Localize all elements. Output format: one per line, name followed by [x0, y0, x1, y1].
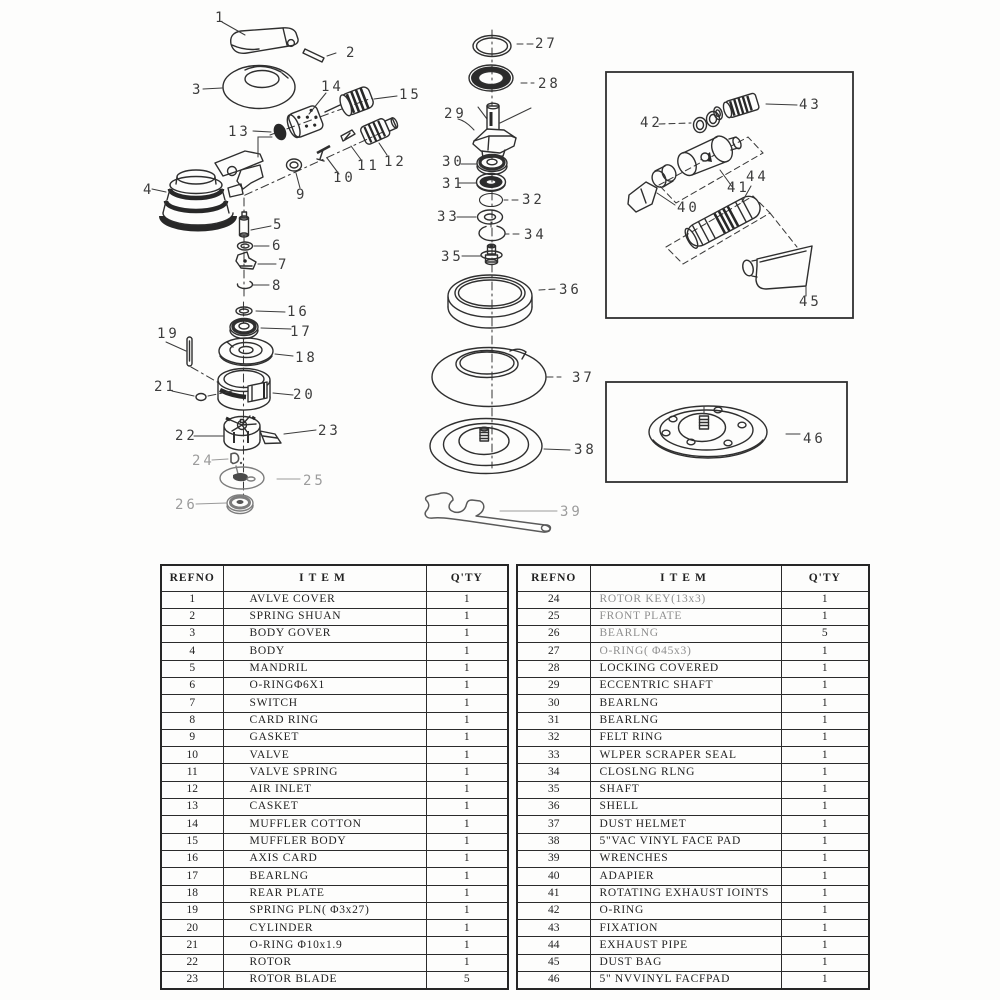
item-cell: CYLINDER	[223, 920, 426, 937]
callout-2: 2	[346, 45, 358, 61]
part-air-inlet	[359, 113, 400, 145]
qty-cell: 1	[781, 902, 869, 919]
table-row	[517, 677, 869, 694]
item-cell: MUFFLER COTTON	[223, 816, 426, 833]
part-shaft	[462, 244, 502, 264]
refno-cell: 28	[517, 660, 590, 677]
part-spring-pin-19	[166, 337, 219, 383]
item-cell: 5" NVVINYL FACFPAD	[590, 972, 781, 989]
item-cell: MANDRIL	[223, 660, 426, 677]
item-cell: CASKET	[223, 799, 426, 816]
callout-12: 12	[384, 154, 407, 170]
callout-7: 7	[278, 257, 290, 273]
item-cell: AIR INLET	[223, 781, 426, 798]
callout-15: 15	[399, 87, 422, 103]
table-row	[517, 729, 869, 746]
part-rotor	[194, 416, 260, 450]
callout-25: 25	[303, 473, 326, 489]
callout-44: 44	[746, 169, 769, 185]
qty-cell: 1	[781, 850, 869, 867]
callout-14: 14	[321, 79, 344, 95]
refno-cell: 6	[161, 677, 223, 694]
item-cell: O-RING	[590, 902, 781, 919]
qty-cell: 1	[781, 799, 869, 816]
qty-cell: 1	[781, 833, 869, 850]
table-row	[517, 764, 869, 781]
item-cell: ROTOR BLADE	[223, 972, 426, 989]
item-cell: WLPER SCRAPER SEAL	[590, 747, 781, 764]
col-header-refno: REFNO	[161, 565, 223, 591]
qty-cell: 1	[426, 643, 508, 660]
table-row	[161, 937, 508, 954]
table-row	[517, 937, 869, 954]
part-spring-pin-2	[303, 49, 336, 62]
item-cell: DUST BAG	[590, 954, 781, 971]
item-cell: GASKET	[223, 729, 426, 746]
qty-cell: 1	[781, 660, 869, 677]
qty-cell: 1	[426, 920, 508, 937]
part-body-cover	[203, 66, 295, 109]
item-cell: BEARLNG	[590, 626, 781, 643]
item-cell: ECCENTRIC SHAFT	[590, 677, 781, 694]
item-cell: WRENCHES	[590, 850, 781, 867]
qty-cell: 1	[426, 660, 508, 677]
callout-17: 17	[290, 324, 313, 340]
qty-cell: 1	[426, 833, 508, 850]
item-cell: SPRING SHUAN	[223, 608, 426, 625]
item-cell: EXHAUST PIPE	[590, 937, 781, 954]
table-row	[161, 868, 508, 885]
qty-cell: 1	[426, 747, 508, 764]
qty-cell: 1	[426, 712, 508, 729]
part-bearing-30	[461, 155, 507, 175]
table-header-row	[161, 565, 508, 591]
item-cell: ROTOR	[223, 954, 426, 971]
part-o-ring-42	[659, 112, 720, 133]
table-row	[517, 712, 869, 729]
refno-cell: 8	[161, 712, 223, 729]
refno-cell: 29	[517, 677, 590, 694]
refno-cell: 45	[517, 954, 590, 971]
part-adapter	[628, 163, 678, 212]
table-row	[161, 799, 508, 816]
table-row	[517, 954, 869, 971]
part-rear-plate	[219, 338, 293, 365]
qty-cell: 1	[781, 868, 869, 885]
item-cell: O-RING( Φ45x3)	[590, 643, 781, 660]
table-row	[161, 695, 508, 712]
qty-cell: 1	[781, 954, 869, 971]
part-switch	[236, 252, 276, 269]
table-row	[517, 747, 869, 764]
qty-cell: 1	[781, 608, 869, 625]
refno-cell: 36	[517, 799, 590, 816]
refno-cell: 46	[517, 972, 590, 989]
callout-38: 38	[574, 442, 597, 458]
item-cell: VALVE	[223, 747, 426, 764]
item-cell: O-RINGΦ6X1	[223, 677, 426, 694]
table-row	[161, 920, 508, 937]
table-row	[517, 608, 869, 625]
callout-9: 9	[296, 187, 308, 203]
refno-cell: 17	[161, 868, 223, 885]
col-header-qty: Q'TY	[426, 565, 508, 591]
callout-10: 10	[333, 170, 356, 186]
qty-cell: 1	[426, 850, 508, 867]
part-body	[152, 137, 272, 228]
refno-cell: 33	[517, 747, 590, 764]
table-row	[161, 729, 508, 746]
item-cell: BODY	[223, 643, 426, 660]
col-header-item: ITEM	[590, 565, 781, 591]
part-bearing-17	[230, 319, 291, 339]
qty-cell: 1	[426, 799, 508, 816]
refno-cell: 19	[161, 902, 223, 919]
part-gasket	[287, 159, 302, 188]
part-wrench	[425, 493, 557, 532]
part-cylinder	[218, 369, 293, 411]
callout-39: 39	[560, 504, 583, 520]
callout-1: 1	[215, 10, 227, 26]
item-cell: VALVE SPRING	[223, 764, 426, 781]
part-eccentric-shaft	[458, 103, 531, 158]
qty-cell: 1	[426, 902, 508, 919]
part-o-ring-27	[473, 36, 533, 57]
part-mandril	[240, 212, 272, 237]
qty-cell: 1	[781, 695, 869, 712]
refno-cell: 16	[161, 850, 223, 867]
item-cell: BEARLNG	[590, 712, 781, 729]
qty-cell: 1	[781, 747, 869, 764]
item-cell: ROTOR KEY(13x3)	[590, 591, 781, 608]
part-rotor-key	[212, 453, 242, 464]
qty-cell: 1	[781, 885, 869, 902]
refno-cell: 27	[517, 643, 590, 660]
refno-cell: 22	[161, 954, 223, 971]
part-felt-ring	[480, 194, 519, 207]
refno-cell: 43	[517, 920, 590, 937]
callout-22: 22	[175, 428, 198, 444]
part-fixation	[712, 93, 797, 122]
table-row	[161, 816, 508, 833]
part-wiper-scraper-seal	[457, 210, 503, 224]
callout-6: 6	[272, 238, 284, 254]
refno-cell: 13	[161, 799, 223, 816]
qty-cell: 1	[781, 677, 869, 694]
refno-cell: 42	[517, 902, 590, 919]
callout-46: 46	[803, 431, 826, 447]
callout-23: 23	[318, 423, 341, 439]
part-locking-cover	[469, 65, 534, 91]
table-row	[517, 833, 869, 850]
callout-40: 40	[677, 200, 700, 216]
table-row	[161, 677, 508, 694]
item-cell: LOCKING COVERED	[590, 660, 781, 677]
item-cell: FRONT PLATE	[590, 608, 781, 625]
qty-cell: 1	[781, 643, 869, 660]
callout-18: 18	[295, 350, 318, 366]
part-vinyl-face-pad	[649, 406, 800, 458]
parts-table-left-body	[161, 591, 508, 989]
refno-cell: 1	[161, 591, 223, 608]
refno-cell: 39	[517, 850, 590, 867]
table-row	[517, 850, 869, 867]
item-cell: ADAPIER	[590, 868, 781, 885]
callout-16: 16	[287, 304, 310, 320]
item-cell: AXIS CARD	[223, 850, 426, 867]
refno-cell: 35	[517, 781, 590, 798]
part-casket	[271, 122, 288, 142]
item-cell: FELT RING	[590, 729, 781, 746]
table-row	[517, 972, 869, 989]
table-row	[517, 591, 869, 608]
table-row	[517, 920, 869, 937]
qty-cell: 1	[426, 626, 508, 643]
qty-cell: 1	[426, 937, 508, 954]
item-cell: BODY GOVER	[223, 626, 426, 643]
callout-36: 36	[559, 282, 582, 298]
item-cell: REAR PLATE	[223, 885, 426, 902]
item-cell: MUFFLER BODY	[223, 833, 426, 850]
callout-43: 43	[799, 97, 822, 113]
refno-cell: 37	[517, 816, 590, 833]
col-header-item: ITEM	[223, 565, 426, 591]
part-exhaust-pipe	[683, 186, 764, 250]
table-row	[517, 781, 869, 798]
refno-cell: 11	[161, 764, 223, 781]
qty-cell: 5	[781, 626, 869, 643]
callout-33: 33	[437, 209, 460, 225]
refno-cell: 21	[161, 937, 223, 954]
item-cell: SWITCH	[223, 695, 426, 712]
item-cell: BEARLNG	[590, 695, 781, 712]
callout-37: 37	[572, 370, 595, 386]
refno-cell: 44	[517, 937, 590, 954]
refno-cell: 23	[161, 972, 223, 989]
item-cell: AVLVE COVER	[223, 591, 426, 608]
callout-32: 32	[522, 192, 545, 208]
qty-cell: 1	[426, 608, 508, 625]
qty-cell: 1	[426, 781, 508, 798]
table-row	[161, 972, 508, 989]
refno-cell: 24	[517, 591, 590, 608]
table-row	[517, 885, 869, 902]
part-valve-cover	[222, 22, 298, 53]
callout-24: 24	[192, 453, 215, 469]
refno-cell: 38	[517, 833, 590, 850]
item-cell: SHELL	[590, 799, 781, 816]
parts-table-left	[160, 564, 509, 990]
refno-cell: 18	[161, 885, 223, 902]
callout-19: 19	[157, 326, 180, 342]
refno-cell: 3	[161, 626, 223, 643]
qty-cell: 1	[426, 764, 508, 781]
item-cell: ROTATING EXHAUST IOINTS	[590, 885, 781, 902]
callout-4: 4	[143, 182, 155, 198]
callout-8: 8	[272, 278, 284, 294]
table-header-row	[517, 565, 869, 591]
refno-cell: 15	[161, 833, 223, 850]
qty-cell: 1	[781, 972, 869, 989]
table-row	[161, 833, 508, 850]
table-row	[517, 626, 869, 643]
refno-cell: 40	[517, 868, 590, 885]
item-cell: FIXATION	[590, 920, 781, 937]
qty-cell: 1	[426, 816, 508, 833]
callout-34: 34	[524, 227, 547, 243]
part-bearing-31	[459, 174, 506, 192]
callout-28: 28	[538, 76, 561, 92]
table-row	[161, 954, 508, 971]
callout-42: 42	[640, 115, 663, 131]
table-row	[517, 868, 869, 885]
table-row	[517, 902, 869, 919]
callout-45: 45	[799, 294, 822, 310]
item-cell: CLOSLNG RLNG	[590, 764, 781, 781]
part-shell	[448, 275, 556, 328]
table-row	[161, 850, 508, 867]
refno-cell: 20	[161, 920, 223, 937]
part-bearing-26	[196, 495, 253, 514]
callout-13: 13	[228, 124, 251, 140]
callout-20: 20	[293, 387, 316, 403]
col-header-qty: Q'TY	[781, 565, 869, 591]
table-row	[517, 643, 869, 660]
parts-table-right	[516, 564, 870, 990]
table-row	[161, 643, 508, 660]
dashed-line-to-45	[770, 213, 797, 247]
table-row	[161, 885, 508, 902]
table-row	[161, 626, 508, 643]
refno-cell: 12	[161, 781, 223, 798]
refno-cell: 26	[517, 626, 590, 643]
qty-cell: 1	[781, 920, 869, 937]
item-cell: O-RING Φ10x1.9	[223, 937, 426, 954]
qty-cell: 1	[781, 816, 869, 833]
item-cell: SPRING PLN( Φ3x27)	[223, 902, 426, 919]
item-cell: SHAFT	[590, 781, 781, 798]
parts-table-right-body	[517, 591, 869, 989]
callout-30: 30	[442, 154, 465, 170]
callout-29: 29	[444, 106, 467, 122]
refno-cell: 25	[517, 608, 590, 625]
part-o-ring-6	[238, 242, 270, 250]
refno-cell: 2	[161, 608, 223, 625]
qty-cell: 1	[426, 954, 508, 971]
callout-27: 27	[535, 36, 558, 52]
qty-cell: 1	[781, 729, 869, 746]
table-row	[517, 660, 869, 677]
qty-cell: 1	[426, 885, 508, 902]
refno-cell: 9	[161, 729, 223, 746]
qty-cell: 1	[426, 677, 508, 694]
callout-26: 26	[175, 497, 198, 513]
table-row	[161, 747, 508, 764]
callout-41: 41	[727, 180, 750, 196]
part-valve-spring	[341, 130, 362, 161]
callout-21: 21	[154, 379, 177, 395]
refno-cell: 5	[161, 660, 223, 677]
qty-cell: 1	[426, 729, 508, 746]
table-row	[161, 764, 508, 781]
table-row	[161, 902, 508, 919]
table-row	[517, 695, 869, 712]
item-cell: DUST HELMET	[590, 816, 781, 833]
callout-35: 35	[441, 249, 464, 265]
col-header-refno: REFNO	[517, 565, 590, 591]
table-row	[161, 591, 508, 608]
callout-3: 3	[192, 82, 204, 98]
leader-15	[374, 96, 397, 99]
leader-13	[253, 131, 271, 132]
callout-11: 11	[357, 158, 380, 174]
item-cell: CARD RING	[223, 712, 426, 729]
table-row	[161, 781, 508, 798]
item-cell: 5"VAC VINYL FACE PAD	[590, 833, 781, 850]
table-row	[517, 799, 869, 816]
qty-cell: 1	[426, 695, 508, 712]
refno-cell: 41	[517, 885, 590, 902]
part-rotor-blade	[260, 430, 316, 444]
qty-cell: 1	[426, 591, 508, 608]
qty-cell: 5	[426, 972, 508, 989]
qty-cell: 1	[781, 781, 869, 798]
qty-cell: 1	[781, 591, 869, 608]
table-row	[161, 608, 508, 625]
refno-cell: 34	[517, 764, 590, 781]
table-row	[517, 816, 869, 833]
callout-5: 5	[273, 217, 285, 233]
part-closing-ring	[479, 222, 519, 241]
part-dust-helmet	[432, 348, 561, 407]
refno-cell: 30	[517, 695, 590, 712]
qty-cell: 1	[426, 868, 508, 885]
table-row	[161, 712, 508, 729]
part-front-plate	[220, 466, 300, 489]
part-face-pad	[430, 419, 570, 474]
item-cell: BEARLNG	[223, 868, 426, 885]
refno-cell: 7	[161, 695, 223, 712]
refno-cell: 10	[161, 747, 223, 764]
refno-cell: 32	[517, 729, 590, 746]
part-card-ring	[237, 282, 269, 289]
qty-cell: 1	[781, 937, 869, 954]
qty-cell: 1	[781, 712, 869, 729]
refno-cell: 14	[161, 816, 223, 833]
refno-cell: 31	[517, 712, 590, 729]
refno-cell: 4	[161, 643, 223, 660]
callout-31: 31	[442, 176, 465, 192]
part-dust-bag	[741, 246, 812, 296]
qty-cell: 1	[781, 764, 869, 781]
table-row	[161, 660, 508, 677]
